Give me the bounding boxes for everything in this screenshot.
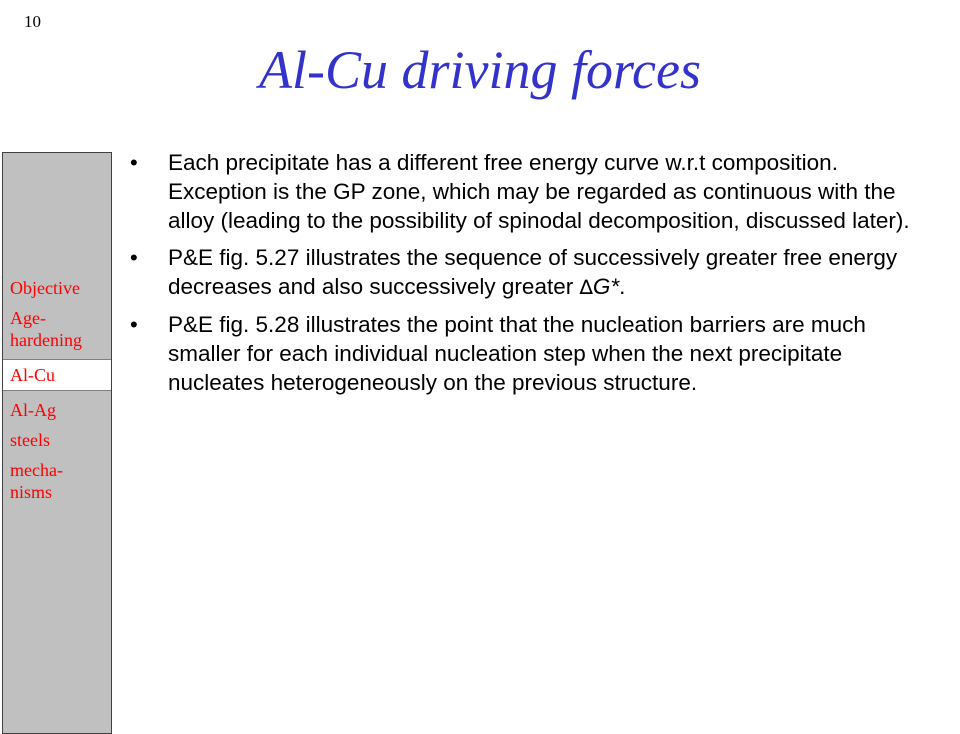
bullet-text-end: . xyxy=(619,274,626,299)
sidebar-item-al-cu[interactable]: Al-Cu xyxy=(3,359,111,391)
bullet-text: P&E fig. 5.28 illustrates the point that the nucleation barriers are much smaller for each individual nucleation step when the next precipitate nucleates heterogeneously on the previous structure. xyxy=(168,312,866,395)
sidebar-item-mechanisms[interactable]: mecha- nisms xyxy=(10,460,63,502)
bullet-icon: • xyxy=(130,312,138,337)
sidebar-nav xyxy=(3,273,111,507)
bullet-icon: • xyxy=(130,245,138,270)
slide-title: Al-Cu driving forces xyxy=(259,40,701,100)
bullet-item xyxy=(130,243,920,302)
sidebar-item-age-hardening[interactable]: Age- hardening xyxy=(10,308,82,350)
bullet-item xyxy=(130,310,920,397)
sidebar-item-al-ag[interactable]: Al-Ag xyxy=(10,400,56,420)
slide-content xyxy=(130,148,920,405)
bullet-text: P&E fig. 5.27 illustrates the sequence of successively greater free energy decreases and also successively greater xyxy=(168,245,898,299)
bullet-icon: • xyxy=(130,150,138,175)
sidebar-nav-panel xyxy=(2,152,112,734)
bullet-item xyxy=(130,148,920,235)
sidebar-item-objective[interactable]: Objective xyxy=(10,278,80,298)
bullet-italic-term: G* xyxy=(592,274,620,299)
bullet-text: Each precipitate has a different free energy curve w.r.t composition. Exception is the GP zone, which may be regarded as continuous with the alloy (leading to the possibility of spinodal decomposition, discussed later). xyxy=(168,150,910,233)
delta-symbol: ∆ xyxy=(579,275,593,299)
slide-number: 10 xyxy=(24,12,41,31)
bullet-list xyxy=(130,148,920,397)
sidebar-item-steels[interactable]: steels xyxy=(10,430,50,450)
